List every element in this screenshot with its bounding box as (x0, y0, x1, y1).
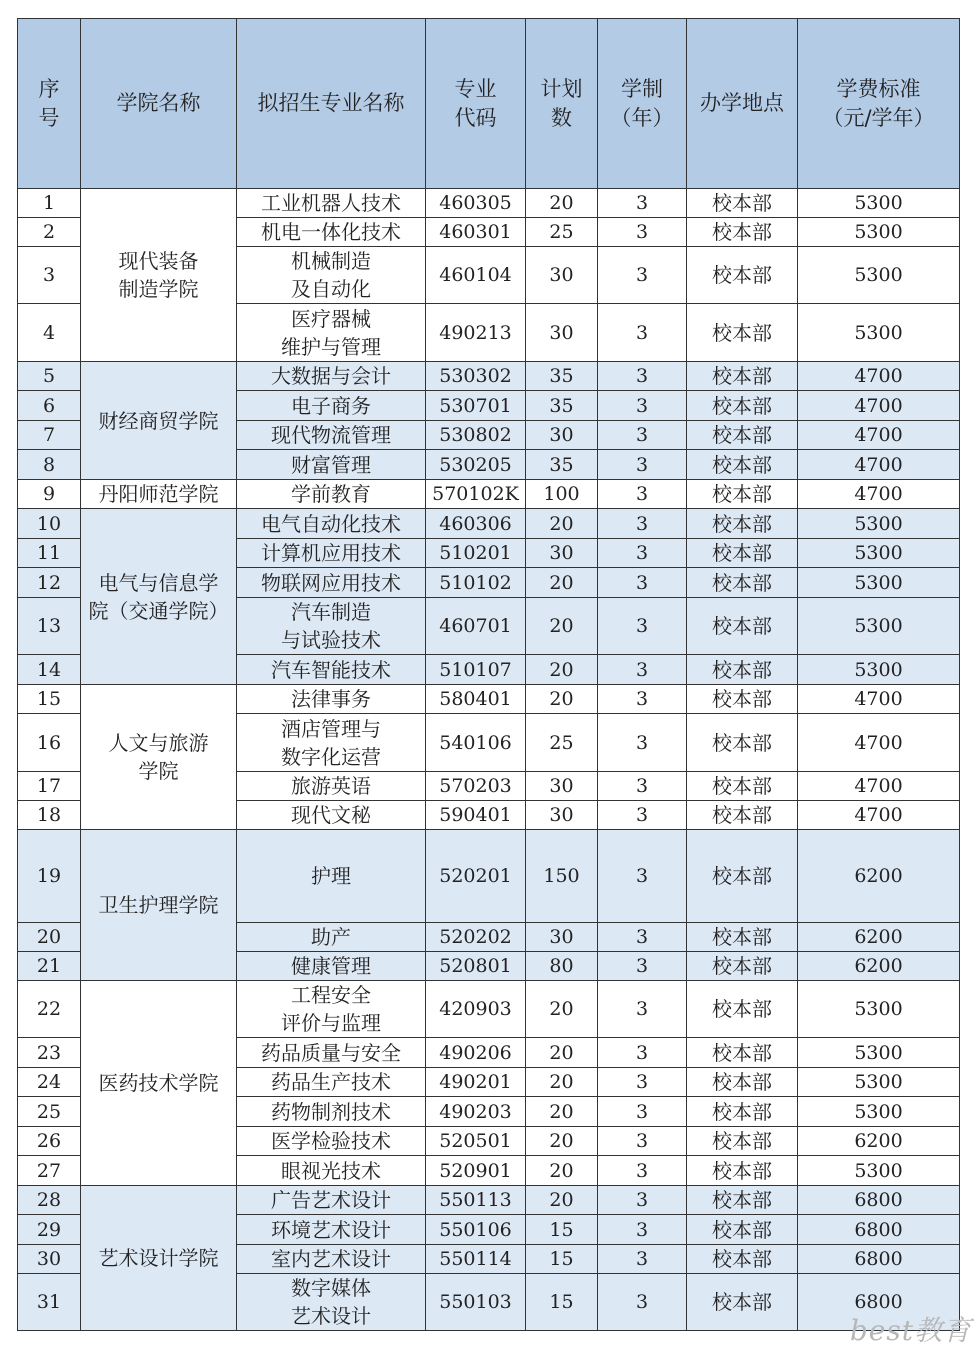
location-cell: 校本部 (687, 450, 798, 480)
duration-cell: 3 (598, 1068, 687, 1097)
fee-cell: 4700 (798, 421, 960, 450)
location-cell: 校本部 (687, 362, 798, 391)
plan-cell: 35 (526, 391, 598, 421)
table-body (18, 189, 960, 1331)
duration-cell: 3 (598, 801, 687, 830)
code-cell: 460104 (426, 247, 526, 304)
major-cell: 工程安全 评价与监理 (237, 981, 426, 1038)
duration-cell: 3 (598, 1274, 687, 1331)
plan-cell: 25 (526, 218, 598, 247)
location-cell: 校本部 (687, 421, 798, 450)
fee-cell: 4700 (798, 480, 960, 509)
location-cell: 校本部 (687, 304, 798, 362)
code-cell: 580401 (426, 685, 526, 714)
fee-cell: 5300 (798, 1068, 960, 1097)
location-cell: 校本部 (687, 952, 798, 981)
major-cell: 机电一体化技术 (237, 218, 426, 247)
location-cell: 校本部 (687, 218, 798, 247)
college-cell: 人文与旅游 学院 (81, 685, 237, 830)
location-cell: 校本部 (687, 1274, 798, 1331)
plan-cell: 20 (526, 1156, 598, 1186)
duration-cell: 3 (598, 772, 687, 801)
fee-cell: 4700 (798, 685, 960, 714)
code-cell: 520201 (426, 830, 526, 923)
plan-cell: 80 (526, 952, 598, 981)
duration-cell: 3 (598, 218, 687, 247)
duration-cell: 3 (598, 391, 687, 421)
seq-cell: 11 (18, 539, 81, 568)
fee-cell: 6200 (798, 923, 960, 952)
code-cell: 460305 (426, 189, 526, 218)
enrollment-table (17, 18, 960, 1331)
plan-cell: 30 (526, 923, 598, 952)
code-cell: 510107 (426, 655, 526, 685)
fee-cell: 5300 (798, 655, 960, 685)
plan-cell: 15 (526, 1274, 598, 1331)
duration-cell: 3 (598, 247, 687, 304)
code-cell: 460701 (426, 598, 526, 655)
code-cell: 460306 (426, 509, 526, 539)
plan-cell: 15 (526, 1245, 598, 1274)
fee-cell: 6200 (798, 1127, 960, 1156)
duration-cell: 3 (598, 714, 687, 772)
duration-cell: 3 (598, 1156, 687, 1186)
fee-cell: 6800 (798, 1245, 960, 1274)
major-cell: 财富管理 (237, 450, 426, 480)
major-cell: 现代物流管理 (237, 421, 426, 450)
major-cell: 电气自动化技术 (237, 509, 426, 539)
code-cell: 510201 (426, 539, 526, 568)
major-cell: 汽车智能技术 (237, 655, 426, 685)
duration-cell: 3 (598, 568, 687, 598)
location-cell: 校本部 (687, 1068, 798, 1097)
fee-cell: 5300 (798, 189, 960, 218)
plan-cell: 30 (526, 247, 598, 304)
code-cell: 570102K (426, 480, 526, 509)
seq-cell: 23 (18, 1038, 81, 1068)
location-cell: 校本部 (687, 830, 798, 923)
code-cell: 550113 (426, 1186, 526, 1215)
fee-cell: 4700 (798, 772, 960, 801)
major-cell: 室内艺术设计 (237, 1245, 426, 1274)
code-cell: 550114 (426, 1245, 526, 1274)
duration-cell: 3 (598, 539, 687, 568)
code-cell: 460301 (426, 218, 526, 247)
fee-cell: 5300 (798, 1097, 960, 1127)
duration-cell: 3 (598, 1097, 687, 1127)
location-cell: 校本部 (687, 1156, 798, 1186)
seq-cell: 25 (18, 1097, 81, 1127)
location-cell: 校本部 (687, 772, 798, 801)
header-seq: 序 号 (18, 19, 81, 189)
seq-cell: 2 (18, 218, 81, 247)
location-cell: 校本部 (687, 509, 798, 539)
seq-cell: 6 (18, 391, 81, 421)
duration-cell: 3 (598, 450, 687, 480)
fee-cell: 5300 (798, 509, 960, 539)
duration-cell: 3 (598, 509, 687, 539)
fee-cell: 4700 (798, 391, 960, 421)
major-cell: 学前教育 (237, 480, 426, 509)
seq-cell: 18 (18, 801, 81, 830)
code-cell: 490213 (426, 304, 526, 362)
plan-cell: 20 (526, 1097, 598, 1127)
header-plan: 计划 数 (526, 19, 598, 189)
duration-cell: 3 (598, 598, 687, 655)
code-cell: 490203 (426, 1097, 526, 1127)
seq-cell: 3 (18, 247, 81, 304)
college-cell: 医药技术学院 (81, 981, 237, 1186)
fee-cell: 5300 (798, 1038, 960, 1068)
location-cell: 校本部 (687, 923, 798, 952)
code-cell: 550106 (426, 1215, 526, 1245)
major-cell: 药品生产技术 (237, 1068, 426, 1097)
major-cell: 医疗器械 维护与管理 (237, 304, 426, 362)
plan-cell: 35 (526, 362, 598, 391)
seq-cell: 15 (18, 685, 81, 714)
location-cell: 校本部 (687, 539, 798, 568)
location-cell: 校本部 (687, 981, 798, 1038)
seq-cell: 20 (18, 923, 81, 952)
major-cell: 护理 (237, 830, 426, 923)
location-cell: 校本部 (687, 801, 798, 830)
fee-cell: 4700 (798, 362, 960, 391)
duration-cell: 3 (598, 952, 687, 981)
plan-cell: 30 (526, 539, 598, 568)
major-cell: 物联网应用技术 (237, 568, 426, 598)
seq-cell: 9 (18, 480, 81, 509)
location-cell: 校本部 (687, 1186, 798, 1215)
plan-cell: 30 (526, 304, 598, 362)
college-cell: 丹阳师范学院 (81, 480, 237, 509)
plan-cell: 20 (526, 509, 598, 539)
code-cell: 520801 (426, 952, 526, 981)
table-row (18, 480, 960, 509)
plan-cell: 30 (526, 421, 598, 450)
seq-cell: 10 (18, 509, 81, 539)
duration-cell: 3 (598, 923, 687, 952)
plan-cell: 20 (526, 655, 598, 685)
major-cell: 现代文秘 (237, 801, 426, 830)
code-cell: 520501 (426, 1127, 526, 1156)
plan-cell: 20 (526, 1127, 598, 1156)
location-cell: 校本部 (687, 1215, 798, 1245)
major-cell: 眼视光技术 (237, 1156, 426, 1186)
college-cell: 艺术设计学院 (81, 1186, 237, 1331)
code-cell: 490206 (426, 1038, 526, 1068)
seq-cell: 7 (18, 421, 81, 450)
duration-cell: 3 (598, 1127, 687, 1156)
location-cell: 校本部 (687, 1245, 798, 1274)
duration-cell: 3 (598, 655, 687, 685)
duration-cell: 3 (598, 1245, 687, 1274)
fee-cell: 4700 (798, 801, 960, 830)
location-cell: 校本部 (687, 1097, 798, 1127)
code-cell: 530302 (426, 362, 526, 391)
plan-cell: 20 (526, 685, 598, 714)
code-cell: 520202 (426, 923, 526, 952)
location-cell: 校本部 (687, 685, 798, 714)
seq-cell: 22 (18, 981, 81, 1038)
location-cell: 校本部 (687, 655, 798, 685)
major-cell: 医学检验技术 (237, 1127, 426, 1156)
seq-cell: 24 (18, 1068, 81, 1097)
major-cell: 机械制造 及自动化 (237, 247, 426, 304)
header-row (18, 19, 960, 189)
plan-cell: 20 (526, 568, 598, 598)
plan-cell: 35 (526, 450, 598, 480)
college-cell: 卫生护理学院 (81, 830, 237, 981)
major-cell: 健康管理 (237, 952, 426, 981)
plan-cell: 15 (526, 1215, 598, 1245)
table-row (18, 509, 960, 539)
duration-cell: 3 (598, 1186, 687, 1215)
plan-cell: 20 (526, 1068, 598, 1097)
code-cell: 510102 (426, 568, 526, 598)
fee-cell: 4700 (798, 714, 960, 772)
fee-cell: 5300 (798, 304, 960, 362)
header-location: 办学地点 (687, 19, 798, 189)
location-cell: 校本部 (687, 189, 798, 218)
code-cell: 590401 (426, 801, 526, 830)
seq-cell: 12 (18, 568, 81, 598)
seq-cell: 30 (18, 1245, 81, 1274)
major-cell: 环境艺术设计 (237, 1215, 426, 1245)
plan-cell: 25 (526, 714, 598, 772)
major-cell: 计算机应用技术 (237, 539, 426, 568)
plan-cell: 20 (526, 1038, 598, 1068)
duration-cell: 3 (598, 1038, 687, 1068)
seq-cell: 28 (18, 1186, 81, 1215)
duration-cell: 3 (598, 480, 687, 509)
header-major: 拟招生专业名称 (237, 19, 426, 189)
major-cell: 工业机器人技术 (237, 189, 426, 218)
header-duration: 学制 （年） (598, 19, 687, 189)
table-row (18, 981, 960, 1038)
plan-cell: 30 (526, 772, 598, 801)
duration-cell: 3 (598, 189, 687, 218)
code-cell: 530701 (426, 391, 526, 421)
location-cell: 校本部 (687, 598, 798, 655)
major-cell: 药品质量与安全 (237, 1038, 426, 1068)
code-cell: 540106 (426, 714, 526, 772)
seq-cell: 27 (18, 1156, 81, 1186)
code-cell: 490201 (426, 1068, 526, 1097)
code-cell: 550103 (426, 1274, 526, 1331)
major-cell: 电子商务 (237, 391, 426, 421)
seq-cell: 13 (18, 598, 81, 655)
code-cell: 570203 (426, 772, 526, 801)
college-cell: 现代装备 制造学院 (81, 189, 237, 362)
seq-cell: 31 (18, 1274, 81, 1331)
fee-cell: 5300 (798, 568, 960, 598)
code-cell: 420903 (426, 981, 526, 1038)
header-fee: 学费标准 （元/学年） (798, 19, 960, 189)
table-row (18, 1186, 960, 1215)
major-cell: 大数据与会计 (237, 362, 426, 391)
code-cell: 530802 (426, 421, 526, 450)
major-cell: 药物制剂技术 (237, 1097, 426, 1127)
plan-cell: 20 (526, 598, 598, 655)
code-cell: 530205 (426, 450, 526, 480)
duration-cell: 3 (598, 830, 687, 923)
fee-cell: 6800 (798, 1215, 960, 1245)
location-cell: 校本部 (687, 1038, 798, 1068)
major-cell: 旅游英语 (237, 772, 426, 801)
plan-cell: 150 (526, 830, 598, 923)
duration-cell: 3 (598, 421, 687, 450)
fee-cell: 5300 (798, 247, 960, 304)
location-cell: 校本部 (687, 568, 798, 598)
seq-cell: 5 (18, 362, 81, 391)
major-cell: 广告艺术设计 (237, 1186, 426, 1215)
code-cell: 520901 (426, 1156, 526, 1186)
header-code: 专业 代码 (426, 19, 526, 189)
plan-cell: 100 (526, 480, 598, 509)
fee-cell: 5300 (798, 539, 960, 568)
plan-cell: 20 (526, 189, 598, 218)
location-cell: 校本部 (687, 391, 798, 421)
fee-cell: 5300 (798, 1156, 960, 1186)
seq-cell: 17 (18, 772, 81, 801)
college-cell: 电气与信息学 院（交通学院） (81, 509, 237, 685)
fee-cell: 4700 (798, 450, 960, 480)
seq-cell: 16 (18, 714, 81, 772)
table-row (18, 830, 960, 923)
table-row (18, 362, 960, 391)
location-cell: 校本部 (687, 247, 798, 304)
duration-cell: 3 (598, 304, 687, 362)
plan-cell: 20 (526, 981, 598, 1038)
plan-cell: 30 (526, 801, 598, 830)
header-college: 学院名称 (81, 19, 237, 189)
duration-cell: 3 (598, 1215, 687, 1245)
major-cell: 酒店管理与 数字化运营 (237, 714, 426, 772)
college-cell: 财经商贸学院 (81, 362, 237, 480)
fee-cell: 6200 (798, 952, 960, 981)
fee-cell: 6200 (798, 830, 960, 923)
duration-cell: 3 (598, 685, 687, 714)
fee-cell: 5300 (798, 981, 960, 1038)
seq-cell: 14 (18, 655, 81, 685)
fee-cell: 5300 (798, 218, 960, 247)
table-row (18, 189, 960, 218)
seq-cell: 19 (18, 830, 81, 923)
location-cell: 校本部 (687, 714, 798, 772)
location-cell: 校本部 (687, 480, 798, 509)
location-cell: 校本部 (687, 1127, 798, 1156)
seq-cell: 4 (18, 304, 81, 362)
fee-cell: 5300 (798, 598, 960, 655)
seq-cell: 29 (18, 1215, 81, 1245)
major-cell: 助产 (237, 923, 426, 952)
major-cell: 法律事务 (237, 685, 426, 714)
fee-cell: 6800 (798, 1274, 960, 1331)
major-cell: 数字媒体 艺术设计 (237, 1274, 426, 1331)
table-row (18, 685, 960, 714)
seq-cell: 8 (18, 450, 81, 480)
seq-cell: 1 (18, 189, 81, 218)
seq-cell: 21 (18, 952, 81, 981)
fee-cell: 6800 (798, 1186, 960, 1215)
watermark: best教育 (849, 1314, 972, 1347)
major-cell: 汽车制造 与试验技术 (237, 598, 426, 655)
plan-cell: 20 (526, 1186, 598, 1215)
duration-cell: 3 (598, 362, 687, 391)
seq-cell: 26 (18, 1127, 81, 1156)
duration-cell: 3 (598, 981, 687, 1038)
